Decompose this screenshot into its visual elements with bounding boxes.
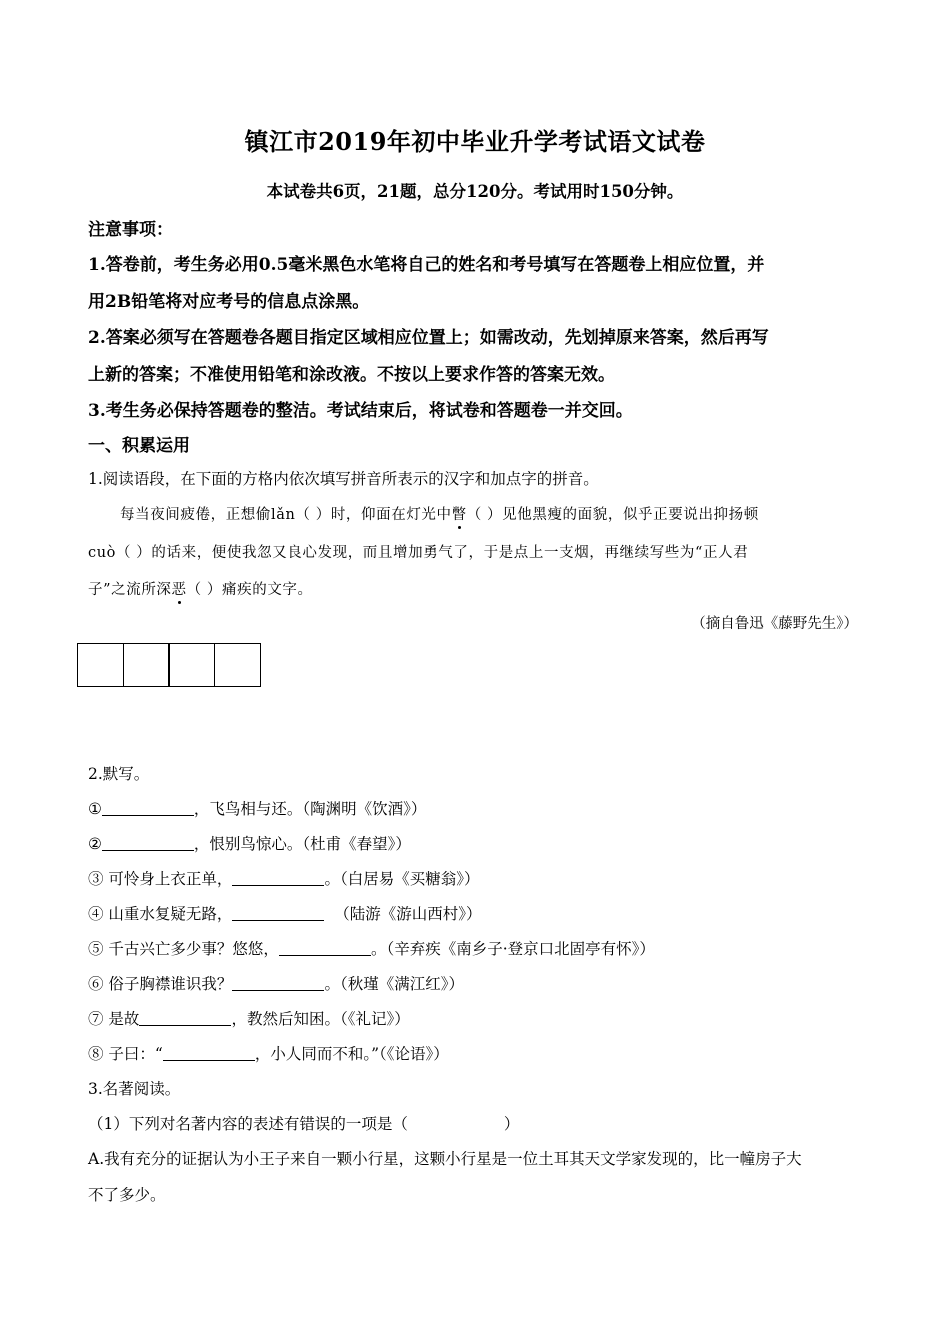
q2-item-6-blank[interactable] <box>232 972 324 991</box>
q2-item-2-blank[interactable] <box>102 832 194 851</box>
q2-item-1-before: ① <box>88 800 102 818</box>
q2-item-3-before: ③ 可怜身上衣正单， <box>88 870 233 888</box>
exam-subtitle: 本试卷共6页，21题，总分120分。考试用时150分钟。 <box>266 182 684 201</box>
q2-item-8-before: ⑧ 子曰：“ <box>88 1045 163 1063</box>
q3-option-a-line-2: 不了多少。 <box>88 1186 166 1204</box>
q2-item-6-after: 。（秋瑾《满江红》） <box>324 975 464 993</box>
q2-item-3-after: 。（白居易《买糖翁》） <box>324 870 480 888</box>
q1-prompt: 1.阅读语段，在下面的方格内依次填写拼音所表示的汉字和加点字的拼音。 <box>88 470 599 488</box>
notice-line-5: 3.考生务必保持答题卷的整洁。考试结束后，将试卷和答题卷一并交回。 <box>88 401 633 421</box>
q1-passage-line-1 <box>120 503 759 524</box>
q2-item-5-before: ⑤ 千古兴亡多少事？悠悠， <box>88 940 279 958</box>
q2-item-4 <box>88 902 482 924</box>
q2-item-7-after: ，教然后知困。（《礼记》） <box>231 1010 410 1028</box>
q1-line3-text-a: 子”之流所深 <box>88 582 172 598</box>
section-heading: 一、积累运用 <box>88 436 190 456</box>
q1-line1-text-b: （ ）见他黑瘦的面貌，似乎正要说出抑扬顿 <box>466 507 759 523</box>
q3-sub1-text: （1）下列对名著内容的表述有错误的一项是（ <box>88 1115 408 1133</box>
q2-item-7-before: ⑦ 是故 <box>88 1010 140 1028</box>
notice-line-4: 上新的答案；不准使用铅笔和涂改液。不按以上要求作答的答案无效。 <box>88 365 615 385</box>
answer-box-1[interactable] <box>77 643 124 687</box>
answer-box-3[interactable] <box>168 643 215 687</box>
q1-dotted-char-2: 恶 <box>171 582 187 598</box>
q3-sub1 <box>88 1112 519 1134</box>
q1-passage-line-3 <box>88 578 313 599</box>
q2-item-2 <box>88 832 411 854</box>
q1-dotted-char-1: 瞥 <box>451 507 467 523</box>
q2-item-2-before: ② <box>88 835 102 853</box>
q2-item-8 <box>88 1042 449 1064</box>
q2-item-1-blank[interactable] <box>102 797 194 816</box>
q1-passage-line-2: cuò（ ）的话来，便使我忽又良心发现，而且增加勇气了，于是点上一支烟，再继续写些为“正人君 <box>88 545 749 561</box>
q3-heading: 3.名著阅读。 <box>88 1080 181 1098</box>
notice-line-2: 用2B铅笔将对应考号的信息点涂黑。 <box>88 292 370 312</box>
notice-line-1: 1.答卷前，考生务必用0.5毫米黑色水笔将自己的姓名和考号填写在答题卷上相应位置，并 <box>88 255 765 275</box>
q2-item-4-after: （陆游《游山西村》） <box>324 905 482 923</box>
q2-item-4-before: ④ 山重水复疑无路， <box>88 905 233 923</box>
answer-box-2[interactable] <box>123 643 170 687</box>
q2-heading: 2.默写。 <box>88 765 150 783</box>
q1-source: （摘自鲁迅《藤野先生》） <box>691 616 858 632</box>
q2-item-4-blank[interactable] <box>232 902 324 921</box>
q2-item-5-blank[interactable] <box>279 937 371 956</box>
q2-item-6-before: ⑥ 俗子胸襟谁识我？ <box>88 975 233 993</box>
q2-item-1-after: ，飞鸟相与还。（陶渊明《饮酒》） <box>193 800 427 818</box>
q2-item-7 <box>88 1007 410 1029</box>
q2-item-6 <box>88 972 464 994</box>
q2-item-2-after: ，恨别鸟惊心。（杜甫《春望》） <box>193 835 411 853</box>
exam-title: 镇江市2019年初中毕业升学考试语文试卷 <box>244 127 706 156</box>
notice-line-3: 2.答案必须写在答题卷各题目指定区域相应位置上；如需改动，先划掉原来答案，然后再写 <box>88 328 769 348</box>
q3-option-a-line-1: A.我有充分的证据认为小王子来自一颗小行星，这颗小行星是一位土耳其天文学家发现的，比一幢房子大 <box>88 1150 802 1168</box>
notice-heading: 注意事项： <box>88 220 173 240</box>
q2-item-7-blank[interactable] <box>139 1007 231 1026</box>
q2-item-8-after: ，小人同而不和。”（《论语》） <box>254 1045 449 1063</box>
q1-line3-text-b: （ ）痛疾的文字。 <box>186 582 313 598</box>
q1-answer-boxes <box>77 643 261 687</box>
q1-line1-text-a: 每当夜间疲倦，正想偷lǎn（ ）时，仰面在灯光中 <box>120 507 452 523</box>
q2-item-5 <box>88 937 655 959</box>
q2-item-3 <box>88 867 479 889</box>
q3-sub1-close: ） <box>503 1115 520 1133</box>
q2-item-1 <box>88 797 426 819</box>
q2-item-8-blank[interactable] <box>163 1042 255 1061</box>
answer-box-4[interactable] <box>214 643 261 687</box>
q2-item-5-after: 。（辛弃疾《南乡子·登京口北固亭有怀》） <box>370 940 655 958</box>
q2-item-3-blank[interactable] <box>232 867 324 886</box>
